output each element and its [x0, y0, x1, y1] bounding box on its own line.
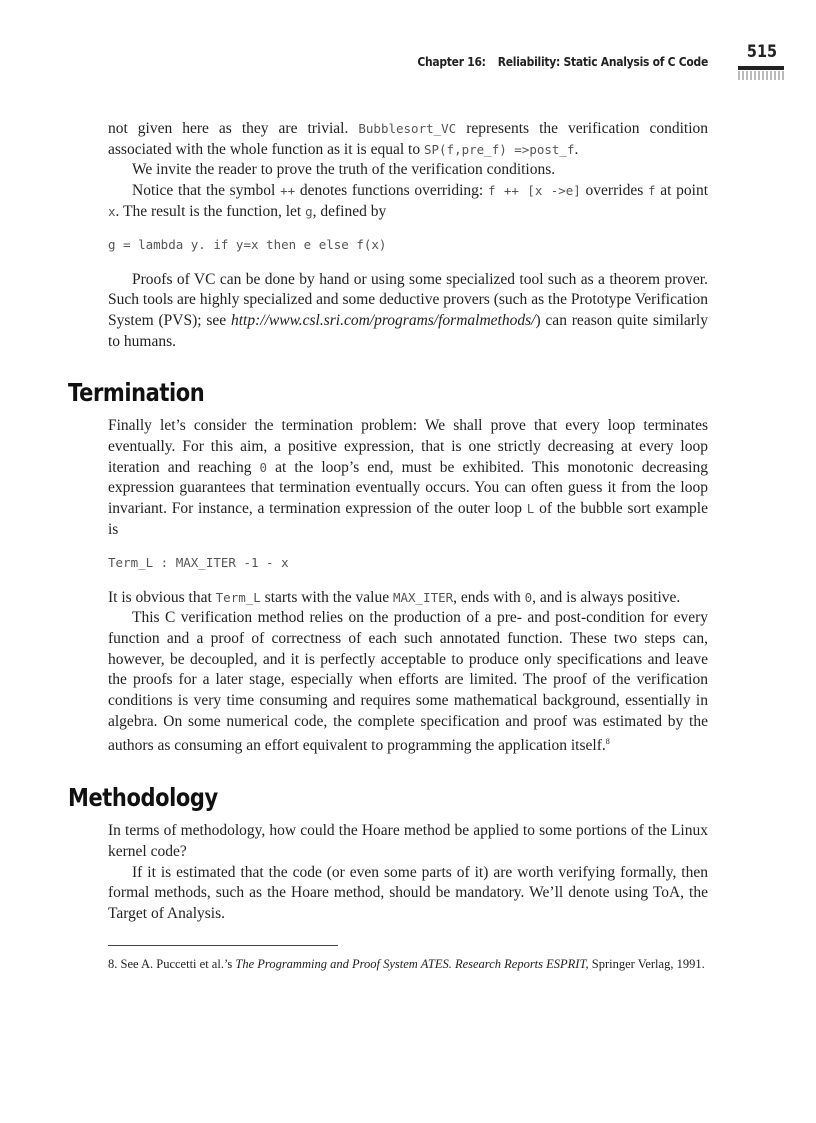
inline-code: Bubblesort_VC	[358, 121, 457, 136]
inline-code: MAX_ITER	[392, 589, 454, 605]
section-heading-methodology: Methodology	[68, 783, 218, 813]
inline-code: f ++ [x ->e]	[487, 183, 581, 199]
inline-code: x	[108, 203, 116, 219]
paragraph: not given here as they are trivial. Bubblesort_VC represents the verification condition associated with the whole function as it is equal to SP(f,pre_f) =>post_f.	[108, 120, 708, 158]
paragraph: It is obvious that Term_L starts with the value MAX_ITER, ends with 0, and is always positive.	[108, 588, 681, 606]
inline-code: Term_L	[215, 589, 261, 605]
footnote-marker[interactable]: 8	[605, 737, 610, 747]
section-heading-termination: Termination	[68, 378, 205, 408]
paragraph: In terms of methodology, how could the Hoare method be applied to some portions of the Linux kernel code?	[108, 822, 708, 861]
paragraph: We invite the reader to prove the truth of the verification conditions.	[132, 161, 556, 179]
code-block: g = lambda y. if y=x then e else f(x)	[108, 236, 387, 252]
page-header	[0, 42, 816, 82]
paragraph: If it is estimated that the code (or even some parts of it) are worth verifying formally, then formal methods, such as the Hoare method, should be mandatory. We’ll denote using ToA, the Target of Analysis.	[108, 863, 708, 923]
header-decoration	[738, 71, 784, 80]
footnote-rule	[108, 945, 338, 946]
paragraph: Notice that the symbol ++ denotes functions overriding: f ++ [x ->e] overrides f at point x. The result is the function, let g, defined by	[108, 182, 709, 220]
chapter-label: Chapter 16:	[417, 54, 486, 69]
chapter-title: Reliability: Static Analysis of C Code	[497, 54, 708, 69]
url-link[interactable]: http://www.csl.sri.com/programs/formalmethods/	[231, 311, 536, 329]
paragraph: This C verification method relies on the production of a pre- and post-condition for every function and a proof of correctness of each such annotated function. These two steps can, however, be decoupled, and it is perfectly acceptable to produce only specifications and leave the proofs for a later stage, especially when efforts are limited. The proof of the verification conditions is very time consuming and requires some mathematical background, essentially in algebra. On some numerical code, the complete specification and proof was estimated by the authors as consuming an effort equivalent to programming the application itself.$^8$	[108, 609, 708, 755]
paragraph: Proofs of VC can be done by hand or using some specialized tool such as a theorem prover. Such tools are highly specialized and some deductive provers (such as the Prototype Verification System (PVS); see http://www.csl.sri.com/programs/formalmethods/) can reason quite similarly to humans.	[108, 270, 708, 350]
inline-code: f	[647, 183, 656, 199]
page-number: 515	[746, 42, 778, 62]
inline-code: 0	[524, 589, 533, 605]
footnote-title: The Programming and Proof System ATES. Research Reports ESPRIT,	[235, 956, 589, 971]
page-body	[68, 119, 709, 973]
inline-code: ++	[280, 183, 296, 199]
inline-code: g	[305, 203, 313, 219]
inline-code: L	[526, 501, 535, 517]
inline-code: SP(f,pre_f) =>post_f	[423, 141, 575, 157]
code-block: Term_L : MAX_ITER -1 - x	[108, 554, 289, 570]
paragraph: Finally let’s consider the termination problem: We shall prove that every loop terminates eventually. For this aim, a positive expression, that is one strictly decreasing at every loop iteration and reaching 0 at the loop’s end, must be exhibited. This monotonic decreasing expression guarantees that termination eventually occurs. You can often guess it from the loop invariant. For instance, a termination expression of the outer loop L of the bubble sort example is	[108, 417, 708, 538]
inline-code: 0	[259, 459, 268, 475]
header-rule	[738, 66, 784, 70]
running-head	[417, 54, 708, 69]
footnote: 8. See A. Puccetti et al.’s The Programming and Proof System ATES. Research Reports ESPRIT, Springer Verlag, 1991.	[108, 956, 705, 971]
